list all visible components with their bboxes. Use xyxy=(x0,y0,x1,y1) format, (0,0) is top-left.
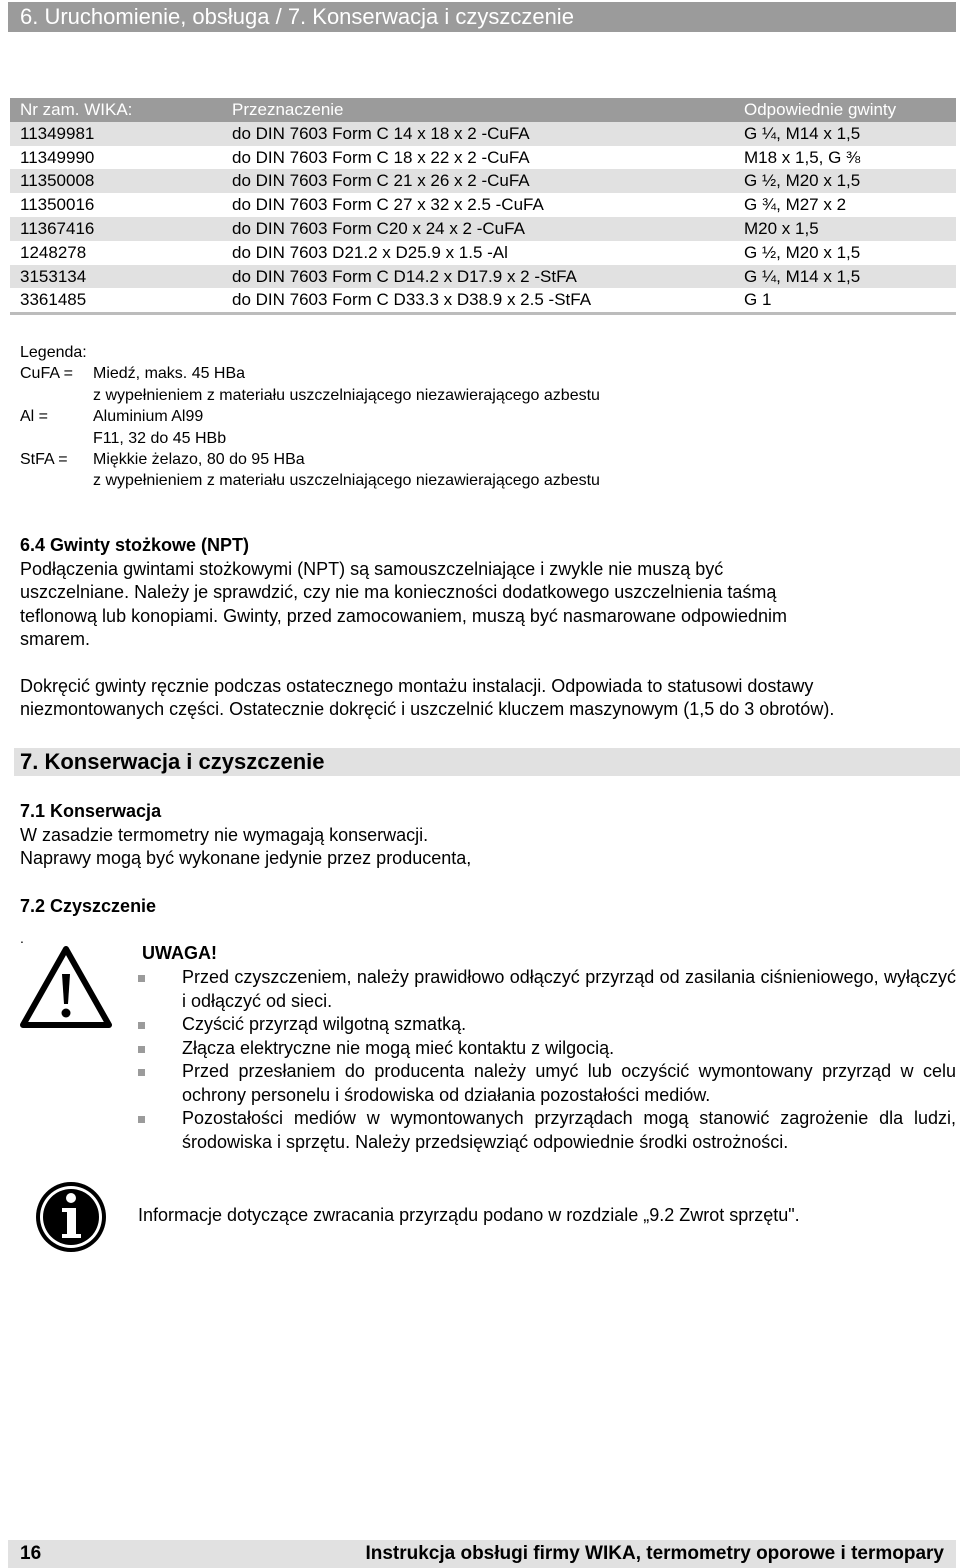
cell-order-no: 11350008 xyxy=(20,171,95,191)
cell-threads: M18 x 1,5, G ⅜ xyxy=(744,147,861,167)
legend-key xyxy=(20,385,93,406)
cell-purpose: do DIN 7603 Form C 27 x 32 x 2.5 -CuFA xyxy=(232,195,544,215)
table-row xyxy=(10,265,956,289)
cell-purpose: do DIN 7603 Form C 18 x 22 x 2 -CuFA xyxy=(232,147,530,167)
cell-threads: G ½, M20 x 1,5 xyxy=(744,242,861,262)
paragraph-line: Podłączenia gwintami stożkowymi (NPT) są samouszczelniające i zwykle nie muszą być xyxy=(20,558,724,579)
table-row xyxy=(10,241,956,265)
table-row xyxy=(10,169,956,193)
warning-list xyxy=(138,966,956,1154)
cell-order-no: 1248278 xyxy=(20,242,87,262)
legend-value: F11, 32 do 45 HBb xyxy=(93,429,227,447)
section-7-1-title: 7.1 Konserwacja xyxy=(20,801,162,821)
legend-value: Aluminium Al99 xyxy=(93,408,204,426)
cell-order-no: 11350016 xyxy=(20,195,95,215)
footer-title: Instrukcja obsługi firmy WIKA, termometry oporowe i termopary xyxy=(365,1543,944,1564)
cell-order-no: 3153134 xyxy=(20,266,87,286)
legend-value: z wypełnieniem z materiału uszczelniającego niezawierającego azbestu xyxy=(93,472,600,490)
cell-order-no: 3361485 xyxy=(20,290,87,310)
paragraph-line: Naprawy mogą być wykonane jedynie przez producenta, xyxy=(20,848,472,868)
cell-threads: G 1 xyxy=(744,290,772,310)
list-item: Przed przesłaniem do producenta należy umyć lub oczyścić wymontowany przyrząd w celu ochrony personelu i środowiska od działania pozostałości mediów. xyxy=(138,1060,956,1107)
chapter-7-heading: 7. Konserwacja i czyszczenie xyxy=(14,748,960,776)
list-item: Złącza elektryczne nie mogą mieć kontaktu z wilgocią. xyxy=(138,1037,956,1061)
legend-row xyxy=(20,449,600,470)
legend-row xyxy=(20,363,600,384)
cell-threads: G ¼, M14 x 1,5 xyxy=(744,123,861,143)
legend-row xyxy=(20,428,600,449)
table-header-row xyxy=(10,98,956,122)
section-header: 6. Uruchomienie, obsługa / 7. Konserwacja i czyszczenie xyxy=(8,2,956,32)
legend-key xyxy=(20,470,93,491)
info-icon xyxy=(34,1180,108,1254)
legend-row xyxy=(20,406,600,427)
paragraph-line: W zasadzie termometry nie wymagają konserwacji. xyxy=(20,824,429,845)
column-header-order-no: Nr zam. WIKA: xyxy=(20,100,133,119)
cell-order-no: 11349990 xyxy=(20,147,95,167)
section-6-4-title: 6.4 Gwinty stożkowe (NPT) xyxy=(20,535,250,555)
info-text: Informacje dotyczące zwracania przyrządu podano w rozdziale „9.2 Zwrot sprzętu". xyxy=(138,1205,800,1225)
section-7-1 xyxy=(20,800,471,871)
page-footer xyxy=(8,1540,956,1568)
legend-value: Miedź, maks. 45 HBa xyxy=(93,365,246,383)
legend-row xyxy=(20,385,600,406)
cell-order-no: 11349981 xyxy=(20,123,95,143)
warning-triangle-icon xyxy=(20,946,112,1028)
paragraph-line: smarem. xyxy=(20,629,91,649)
cell-threads: M20 x 1,5 xyxy=(744,218,819,238)
table-row xyxy=(10,146,956,170)
legend-key: StFA = xyxy=(20,451,68,469)
gasket-table xyxy=(10,98,956,315)
legend-key: Al = xyxy=(20,408,49,426)
list-item: Pozostałości mediów w wymontowanych przyrządach mogą stanowić zagrożenie dla ludzi, środowiska i sprzętu. Należy przedsięwziąć odpowiednie środki ostrożności. xyxy=(138,1107,956,1154)
table-row xyxy=(10,122,956,146)
page-number: 16 xyxy=(20,1543,42,1564)
paragraph-line: teflonową lub konopiami. Gwinty, przed zamocowaniem, muszą być nasmarowane odpowiednim xyxy=(20,605,788,626)
section-7-2-title: 7.2 Czyszczenie xyxy=(20,896,157,916)
list-item: Przed czyszczeniem, należy prawidłowo odłączyć przyrząd od zasilania ciśnieniowego, wyłączyć i odłączyć od sieci. xyxy=(138,966,956,1013)
cell-threads: G ¼, M14 x 1,5 xyxy=(744,266,861,286)
legend-row xyxy=(20,470,600,491)
warning-title: UWAGA! xyxy=(142,943,217,963)
cell-threads: G ¾, M27 x 2 xyxy=(744,195,847,215)
table-row xyxy=(10,217,956,241)
legend-title: Legenda: xyxy=(20,344,87,361)
legend-key xyxy=(20,428,93,449)
legend-value: Miękkie żelazo, 80 do 95 HBa xyxy=(93,451,305,469)
cell-purpose: do DIN 7603 D21.2 x D25.9 x 1.5 -Al xyxy=(232,242,508,262)
paragraph-line: Dokręcić gwinty ręcznie podczas ostatecznego montażu instalacji. Odpowiada to statusowi dostawy xyxy=(20,675,814,696)
cell-order-no: 11367416 xyxy=(20,218,95,238)
legend-value: z wypełnieniem z materiału uszczelniającego niezawierającego azbestu xyxy=(93,386,600,404)
cell-purpose: do DIN 7603 Form C D14.2 x D17.9 x 2 -StFA xyxy=(232,266,577,286)
cell-purpose: do DIN 7603 Form C 21 x 26 x 2 -CuFA xyxy=(232,171,530,191)
column-header-purpose: Przeznaczenie xyxy=(232,100,344,119)
section-6-4 xyxy=(20,534,834,722)
cell-purpose: do DIN 7603 Form C D33.3 x D38.9 x 2.5 -StFA xyxy=(232,290,592,310)
legend-key: CuFA = xyxy=(20,365,73,383)
table-row xyxy=(10,288,956,313)
cell-purpose: do DIN 7603 Form C 14 x 18 x 2 -CuFA xyxy=(232,123,530,143)
paragraph-line: niezmontowanych części. Ostatecznie dokręcić i uszczelnić kluczem maszynowym (1,5 do 3 obrotów). xyxy=(20,699,835,719)
paragraph-line: uszczelniane. Należy je sprawdzić, czy nie ma konieczności dodatkowego uszczelnienia taśmą xyxy=(20,582,777,602)
table-row xyxy=(10,193,956,217)
column-header-threads: Odpowiednie gwinty xyxy=(744,100,897,119)
stray-dot: . xyxy=(20,930,24,946)
cell-purpose: do DIN 7603 Form C20 x 24 x 2 -CuFA xyxy=(232,218,525,238)
cell-threads: G ½, M20 x 1,5 xyxy=(744,171,861,191)
legend xyxy=(20,342,600,492)
list-item: Czyścić przyrząd wilgotną szmatką. xyxy=(138,1013,956,1037)
